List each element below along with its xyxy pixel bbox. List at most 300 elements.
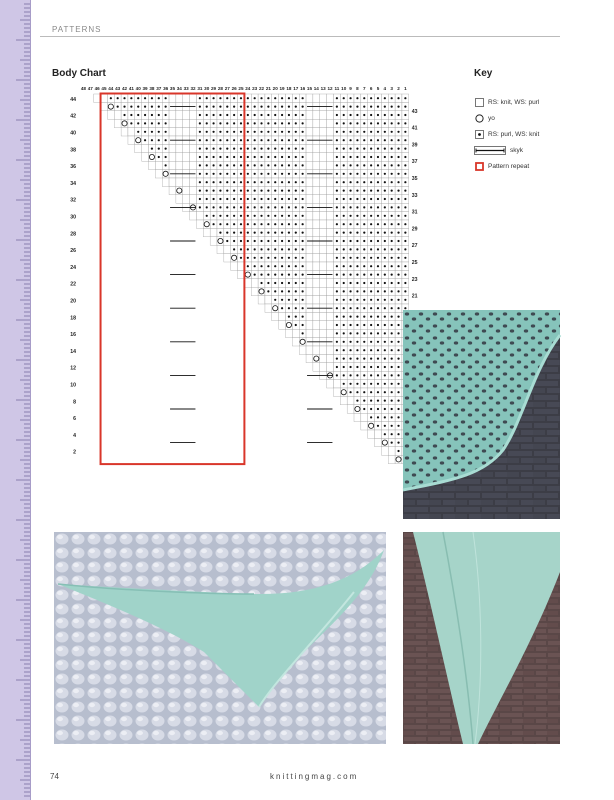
purl-dot (336, 332, 338, 334)
chart-cell (169, 128, 176, 136)
chart-cell (306, 279, 313, 287)
purl-dot (336, 164, 338, 166)
chart-cell (292, 329, 299, 337)
purl-dot (384, 324, 386, 326)
chart-cell (375, 438, 382, 446)
chart-cell (327, 380, 334, 388)
purl-dot (267, 173, 269, 175)
purl-dot (226, 97, 228, 99)
purl-dot (377, 215, 379, 217)
chart-cell (320, 312, 327, 320)
chart-cell (313, 279, 320, 287)
body-chart (50, 80, 450, 460)
chart-cell (327, 178, 334, 186)
purl-dot (384, 173, 386, 175)
purl-dot (363, 156, 365, 158)
chart-cell (306, 178, 313, 186)
purl-dot (267, 106, 269, 108)
chart-cell (327, 94, 334, 102)
purl-dot (226, 114, 228, 116)
purl-dot (363, 240, 365, 242)
purl-dot (397, 274, 399, 276)
purl-dot (247, 232, 249, 234)
purl-dot (212, 114, 214, 116)
purl-dot (356, 114, 358, 116)
purl-dot (260, 257, 262, 259)
purl-dot (377, 299, 379, 301)
purl-dot (254, 274, 256, 276)
purl-dot (397, 148, 399, 150)
purl-dot (384, 290, 386, 292)
purl-dot (226, 181, 228, 183)
purl-dot (158, 148, 160, 150)
purl-dot (274, 274, 276, 276)
purl-dot (247, 206, 249, 208)
purl-dot (254, 198, 256, 200)
purl-dot (302, 257, 304, 259)
purl-dot (384, 156, 386, 158)
purl-dot (370, 366, 372, 368)
purl-dot (391, 240, 393, 242)
chart-cell (272, 312, 279, 320)
purl-dot (384, 349, 386, 351)
purl-dot (363, 307, 365, 309)
chart-cell (183, 195, 190, 203)
purl-dot (302, 156, 304, 158)
purl-dot (254, 122, 256, 124)
chart-cell (306, 111, 313, 119)
purl-dot (404, 164, 406, 166)
purl-dot (384, 274, 386, 276)
purl-dot (212, 215, 214, 217)
purl-dot (336, 374, 338, 376)
purl-dot (254, 215, 256, 217)
chart-cell (176, 195, 183, 203)
purl-dot (384, 181, 386, 183)
purl-dot (384, 106, 386, 108)
chart-cell (306, 161, 313, 169)
purl-dot (165, 114, 167, 116)
purl-dot (370, 383, 372, 385)
purl-dot (356, 206, 358, 208)
purl-dot (404, 257, 406, 259)
purl-dot (397, 349, 399, 351)
column-number: 27 (224, 86, 230, 91)
purl-dot (267, 274, 269, 276)
column-number: 30 (204, 86, 210, 91)
purl-dot (397, 240, 399, 242)
purl-dot (274, 299, 276, 301)
purl-dot (349, 383, 351, 385)
purl-dot (336, 349, 338, 351)
purl-dot (397, 232, 399, 234)
yo-symbol (149, 154, 154, 159)
chart-cell (306, 195, 313, 203)
row-number: 34 (70, 180, 76, 187)
purl-dot (377, 122, 379, 124)
purl-dot (240, 122, 242, 124)
purl-dot (260, 139, 262, 141)
yo-symbol (232, 255, 237, 260)
purl-dot (384, 122, 386, 124)
purl-dot (288, 290, 290, 292)
purl-dot (370, 139, 372, 141)
purl-dot (267, 257, 269, 259)
purl-dot (295, 190, 297, 192)
chart-cell (279, 321, 286, 329)
purl-dot (384, 257, 386, 259)
purl-dot (274, 265, 276, 267)
purl-dot (274, 248, 276, 250)
chart-cell (320, 296, 327, 304)
purl-dot (391, 290, 393, 292)
column-number: 22 (258, 86, 265, 91)
purl-dot (281, 307, 283, 309)
purl-dot (295, 131, 297, 133)
purl-dot (240, 106, 242, 108)
chart-cell (320, 153, 327, 161)
purl-dot (233, 223, 235, 225)
purl-dot (212, 198, 214, 200)
purl-dot (302, 164, 304, 166)
chart-cell (313, 220, 320, 228)
purl-dot (404, 148, 406, 150)
purl-dot (219, 114, 221, 116)
purl-dot (295, 240, 297, 242)
purl-dot (295, 257, 297, 259)
purl-dot (349, 106, 351, 108)
chart-cell (176, 94, 183, 102)
purl-dot (240, 181, 242, 183)
purl-dot (404, 181, 406, 183)
purl-dot (260, 97, 262, 99)
purl-dot (370, 131, 372, 133)
purl-dot (247, 97, 249, 99)
purl-dot (199, 206, 201, 208)
purl-dot (391, 416, 393, 418)
chart-cell (169, 178, 176, 186)
row-number: 23 (411, 276, 418, 283)
purl-dot (212, 223, 214, 225)
row-number: 22 (70, 281, 76, 288)
purl-dot (158, 139, 160, 141)
chart-cell (169, 111, 176, 119)
chart-cell (169, 186, 176, 194)
purl-dot (336, 206, 338, 208)
purl-dot (404, 223, 406, 225)
row-number: 30 (70, 214, 76, 221)
chart-cell (327, 346, 334, 354)
purl-dot (349, 122, 351, 124)
purl-dot (343, 190, 345, 192)
purl-dot (391, 400, 393, 402)
purl-dot (384, 341, 386, 343)
purl-dot (274, 206, 276, 208)
purl-dot (302, 223, 304, 225)
purl-dot (356, 240, 358, 242)
purl-dot (295, 148, 297, 150)
purl-dot (260, 240, 262, 242)
purl-dot (254, 131, 256, 133)
purl-dot (349, 97, 351, 99)
column-number: 1 (404, 86, 407, 91)
purl-dot (226, 215, 228, 217)
chart-cell (238, 270, 245, 278)
purl-dot (233, 106, 235, 108)
yo-symbol (341, 390, 346, 395)
purl-dot (302, 307, 304, 309)
row-number: 44 (70, 96, 76, 103)
purl-dot (260, 282, 262, 284)
purl-dot (254, 248, 256, 250)
chart-cell (388, 455, 395, 463)
purl-dot (267, 265, 269, 267)
purl-dot (397, 257, 399, 259)
purl-dot (288, 248, 290, 250)
purl-dot (377, 290, 379, 292)
purl-dot (336, 265, 338, 267)
chart-cell (128, 128, 135, 136)
purl-dot (288, 274, 290, 276)
column-number: 13 (320, 86, 326, 91)
row-number: 36 (70, 164, 76, 171)
purl-dot (391, 442, 393, 444)
purl-dot (391, 408, 393, 410)
purl-dot (336, 173, 338, 175)
purl-dot (363, 248, 365, 250)
yo-symbol (273, 306, 278, 311)
purl-dot (206, 190, 208, 192)
purl-dot (226, 122, 228, 124)
purl-dot (137, 106, 139, 108)
chart-cell (327, 262, 334, 270)
purl-dot (404, 248, 406, 250)
purl-dot (199, 148, 201, 150)
chart-cell (238, 262, 245, 270)
purl-dot (226, 164, 228, 166)
column-number: 44 (108, 86, 114, 91)
purl-dot (377, 139, 379, 141)
purl-dot (302, 282, 304, 284)
chart-title: Body Chart (52, 68, 106, 79)
chart-cell (306, 321, 313, 329)
purl-dot (267, 148, 269, 150)
row-number: 14 (70, 348, 76, 355)
purl-dot (349, 223, 351, 225)
chart-cell (306, 153, 313, 161)
purl-dot (384, 425, 386, 427)
purl-dot (281, 97, 283, 99)
purl-dot (281, 206, 283, 208)
purl-dot (267, 131, 269, 133)
purl-dot (226, 206, 228, 208)
purl-dot (288, 156, 290, 158)
row-number: 25 (411, 260, 418, 266)
purl-dot (363, 282, 365, 284)
purl-dot (363, 97, 365, 99)
purl-dot (260, 215, 262, 217)
purl-dot (349, 349, 351, 351)
purl-dot (199, 164, 201, 166)
purl-dot (349, 148, 351, 150)
column-number: 11 (334, 86, 340, 91)
chart-cell (313, 128, 320, 136)
chart-cell (313, 161, 320, 169)
chart-cell (176, 128, 183, 136)
purl-dot (288, 122, 290, 124)
purl-dot (247, 223, 249, 225)
purl-dot (295, 139, 297, 141)
purl-dot (336, 190, 338, 192)
chart-cell (224, 254, 231, 262)
chart-cell (354, 413, 361, 421)
purl-dot (219, 223, 221, 225)
purl-dot (247, 240, 249, 242)
purl-dot (397, 442, 399, 444)
purl-dot (302, 215, 304, 217)
purl-dot (397, 181, 399, 183)
purl-dot (363, 232, 365, 234)
purl-dot (260, 131, 262, 133)
ruler-margin (0, 0, 31, 800)
purl-dot (302, 240, 304, 242)
purl-dot (404, 97, 406, 99)
purl-dot (370, 408, 372, 410)
purl-dot (254, 164, 256, 166)
purl-dot (363, 265, 365, 267)
purl-dot (288, 114, 290, 116)
chart-cell (327, 195, 334, 203)
purl-dot (110, 97, 112, 99)
purl-dot (260, 114, 262, 116)
chart-cell (375, 430, 382, 438)
purl-dot (377, 97, 379, 99)
purl-dot (288, 307, 290, 309)
purl-dot (343, 114, 345, 116)
chart-cell (327, 279, 334, 287)
chart-cell (313, 119, 320, 127)
purl-dot (302, 173, 304, 175)
purl-dot (370, 316, 372, 318)
purl-dot (356, 148, 358, 150)
purl-dot (212, 156, 214, 158)
purl-dot (274, 173, 276, 175)
purl-dot (212, 164, 214, 166)
purl-dot (288, 106, 290, 108)
row-number: 29 (411, 226, 418, 233)
purl-dot (281, 299, 283, 301)
purl-dot (370, 198, 372, 200)
purl-dot (363, 341, 365, 343)
purl-dot (336, 106, 338, 108)
purl-dot (233, 139, 235, 141)
purl-dot (274, 164, 276, 166)
chart-cell (313, 94, 320, 102)
purl-dot (349, 374, 351, 376)
purl-dot (302, 131, 304, 133)
purl-dot (267, 139, 269, 141)
purl-dot (370, 173, 372, 175)
purl-dot (219, 122, 221, 124)
purl-dot (363, 391, 365, 393)
purl-dot (219, 131, 221, 133)
purl-dot (267, 190, 269, 192)
purl-dot (240, 131, 242, 133)
purl-dot (391, 366, 393, 368)
purl-dot (274, 290, 276, 292)
purl-dot (370, 114, 372, 116)
column-number: 33 (183, 86, 189, 91)
chart-cell (327, 119, 334, 127)
purl-dot (391, 156, 393, 158)
row-number: 27 (411, 243, 418, 250)
purl-dot (226, 106, 228, 108)
purl-dot (404, 190, 406, 192)
chart-cell (114, 119, 121, 127)
purl-dot (281, 215, 283, 217)
column-number: 7 (362, 86, 366, 91)
purl-dot (288, 190, 290, 192)
row-number: 10 (70, 382, 76, 389)
purl-dot (363, 198, 365, 200)
purl-dot (212, 139, 214, 141)
purl-dot (240, 190, 242, 192)
purl-dot (377, 114, 379, 116)
purl-dot (391, 299, 393, 301)
purl-dot (281, 265, 283, 267)
purl-dot (343, 198, 345, 200)
purl-dot (281, 232, 283, 234)
yo-symbol (177, 188, 182, 193)
purl-dot (343, 366, 345, 368)
row-number: 6 (73, 416, 76, 423)
purl-dot (233, 156, 235, 158)
purl-dot (397, 391, 399, 393)
purl-dot (302, 232, 304, 234)
purl-dot (377, 282, 379, 284)
chart-cell (333, 388, 340, 396)
column-number: 43 (115, 86, 121, 91)
purl-dot (363, 408, 365, 410)
purl-dot (199, 181, 201, 183)
purl-dot (404, 131, 406, 133)
purl-dot (343, 240, 345, 242)
purl-dot (343, 265, 345, 267)
purl-dot (336, 257, 338, 259)
purl-dot (219, 215, 221, 217)
purl-dot (397, 332, 399, 334)
key-label: RS: knit, WS: purl (488, 98, 540, 106)
purl-dot (302, 332, 304, 334)
chart-cell (313, 321, 320, 329)
purl-dot (274, 131, 276, 133)
purl-dot (295, 114, 297, 116)
purl-dot (343, 156, 345, 158)
purl-dot (384, 383, 386, 385)
purl-dot (206, 139, 208, 141)
purl-dot (233, 173, 235, 175)
purl-dot (377, 257, 379, 259)
chart-cell (320, 245, 327, 253)
chart-cell (176, 161, 183, 169)
purl-dot (397, 374, 399, 376)
purl-dot (384, 215, 386, 217)
purl-dot (206, 156, 208, 158)
purl-dot (356, 257, 358, 259)
purl-dot (391, 383, 393, 385)
purl-dot (302, 122, 304, 124)
purl-dot (151, 97, 153, 99)
